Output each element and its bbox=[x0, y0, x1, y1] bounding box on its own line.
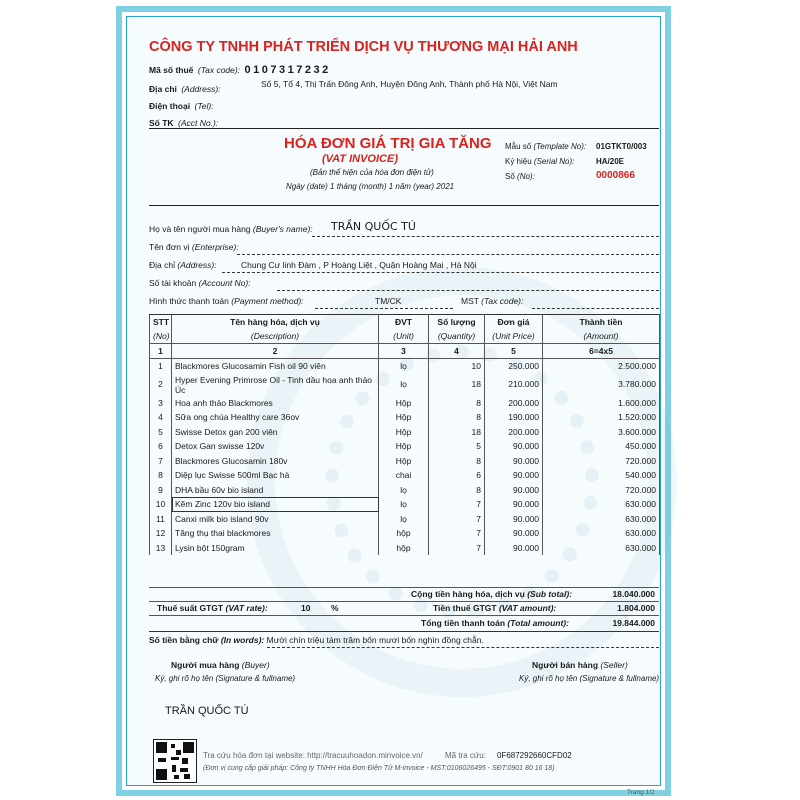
total-label-en: (Total amount): bbox=[507, 618, 569, 628]
vat-rate-value: 10 bbox=[301, 603, 311, 613]
cell-unit: chai bbox=[379, 468, 429, 483]
col-price-header: Đơn giá bbox=[485, 315, 543, 330]
col-index: 3 bbox=[379, 344, 429, 359]
cell-desc: Sữa ong chúa Healthy care 36ov bbox=[172, 410, 379, 425]
cell-desc: Kẽm Zinc 120v bio island bbox=[172, 497, 379, 512]
col-unit-header-en: (Unit) bbox=[379, 329, 429, 344]
buyer-name-label-line bbox=[149, 224, 313, 234]
cell-amount: 1.600.000 bbox=[543, 396, 660, 411]
serial-number: HA/20E bbox=[596, 157, 625, 166]
table-row bbox=[150, 359, 660, 374]
cell-price: 90.000 bbox=[485, 526, 543, 541]
cell-qty: 8 bbox=[429, 454, 485, 469]
cell-amount: 720.000 bbox=[543, 483, 660, 498]
cell-qty: 6 bbox=[429, 468, 485, 483]
cell-unit: lọ bbox=[379, 497, 429, 512]
cell-no: 11 bbox=[150, 512, 172, 527]
cell-unit: Hộp bbox=[379, 396, 429, 411]
in-words-value: Mười chín triệu tám trăm bốn mươi bốn nghìn đồng chẵn. bbox=[266, 635, 484, 645]
table-header-en-row bbox=[150, 329, 660, 344]
invoice-date: Ngày (date) 1 tháng (month) 1 năm (year) 2021 bbox=[286, 182, 455, 191]
col-no-header-en: (No) bbox=[150, 329, 172, 344]
vat-amount-label-line bbox=[433, 603, 556, 613]
cell-price: 200.000 bbox=[485, 396, 543, 411]
title-divider bbox=[149, 205, 659, 206]
cell-no: 4 bbox=[150, 410, 172, 425]
table-row bbox=[150, 374, 660, 396]
table-row bbox=[150, 410, 660, 425]
cell-amount: 3.600.000 bbox=[543, 425, 660, 440]
cell-qty: 8 bbox=[429, 410, 485, 425]
cell-price: 90.000 bbox=[485, 468, 543, 483]
enterprise-label: Tên đơn vị bbox=[149, 242, 190, 252]
payment-label-en: (Payment method): bbox=[231, 296, 304, 306]
col-amount-header: Thành tiền bbox=[543, 315, 660, 330]
cell-qty: 10 bbox=[429, 359, 485, 374]
cell-no: 13 bbox=[150, 541, 172, 556]
items-table bbox=[149, 314, 660, 555]
enterprise-label-line bbox=[149, 242, 239, 252]
lookup-code-label: Mã tra cứu: bbox=[445, 751, 486, 760]
cell-desc: Blackmores Glucosamin Fish oil 90 viên bbox=[172, 359, 379, 374]
buyer-name-label-en: (Buyer's name): bbox=[252, 224, 313, 234]
col-desc-header: Tên hàng hóa, dịch vụ bbox=[172, 315, 379, 330]
invoice-frame bbox=[116, 6, 671, 796]
in-words-label-en: (In words): bbox=[220, 635, 265, 645]
col-qty-header-en: (Quantity) bbox=[429, 329, 485, 344]
serial-label-line bbox=[505, 157, 574, 166]
header-divider bbox=[149, 128, 659, 129]
col-qty-header: Số lượng bbox=[429, 315, 485, 330]
cell-qty: 8 bbox=[429, 396, 485, 411]
cell-desc: DHA bầu 60v bio island bbox=[172, 483, 379, 498]
lookup-line bbox=[203, 751, 423, 760]
cell-unit: lọ bbox=[379, 483, 429, 498]
total-label-line bbox=[421, 618, 569, 628]
phone-label-en: (Tel): bbox=[194, 101, 214, 111]
cell-no: 9 bbox=[150, 483, 172, 498]
cell-desc: Blackmores Glucosamin 180v bbox=[172, 454, 379, 469]
table-header-row bbox=[150, 315, 660, 330]
in-words-label: Số tiền bằng chữ bbox=[149, 635, 219, 645]
cell-price: 190.000 bbox=[485, 410, 543, 425]
table-row bbox=[150, 541, 660, 556]
vat-amount-label: Tiền thuế GTGT bbox=[433, 603, 497, 613]
table-row bbox=[150, 468, 660, 483]
cell-no: 6 bbox=[150, 439, 172, 454]
cell-unit: lọ bbox=[379, 374, 429, 396]
cell-price: 90.000 bbox=[485, 512, 543, 527]
serial-label-en: (Serial No): bbox=[533, 157, 575, 166]
tax-code-label-en: (Tax code): bbox=[197, 65, 241, 75]
cell-amount: 450.000 bbox=[543, 439, 660, 454]
payment-label-line bbox=[149, 296, 304, 306]
buyer-signature-label: Người mua hàng bbox=[171, 660, 240, 670]
seller-company-name: CÔNG TY TNHH PHÁT TRIỂN DỊCH VỤ THƯƠNG MẠI HẢI ANH bbox=[149, 39, 578, 55]
buyer-account-underline bbox=[277, 290, 659, 291]
buyer-account-label: Số tài khoản bbox=[149, 278, 197, 288]
col-amount-header-en: (Amount) bbox=[543, 329, 660, 344]
cell-price: 90.000 bbox=[485, 541, 543, 556]
cell-price: 90.000 bbox=[485, 497, 543, 512]
subtotal-label-en: (Sub total): bbox=[527, 589, 573, 599]
cell-no: 5 bbox=[150, 425, 172, 440]
cell-no: 10 bbox=[150, 497, 172, 512]
cell-amount: 3.780.000 bbox=[543, 374, 660, 396]
cell-no: 12 bbox=[150, 526, 172, 541]
items-table-body bbox=[150, 359, 660, 556]
subtotal-label-line bbox=[411, 589, 572, 599]
cell-desc: Tăng thụ thai blackmores bbox=[172, 526, 379, 541]
cell-amount: 2.500.000 bbox=[543, 359, 660, 374]
seller-phone-line bbox=[149, 96, 214, 114]
cell-no: 3 bbox=[150, 396, 172, 411]
vat-rate-label-en: (VAT rate): bbox=[225, 603, 268, 613]
table-row bbox=[150, 526, 660, 541]
payment-underline bbox=[315, 308, 453, 309]
table-row bbox=[150, 497, 660, 512]
seller-tax-code: 0107317232 bbox=[244, 64, 331, 76]
cell-price: 90.000 bbox=[485, 439, 543, 454]
vat-rate-unit: % bbox=[331, 603, 339, 613]
vat-row bbox=[149, 601, 659, 616]
buyer-signature-title bbox=[171, 660, 270, 670]
invoice-electronic-note: (Bản thể hiện của hóa đơn điện tử) bbox=[310, 168, 434, 177]
table-row bbox=[150, 454, 660, 469]
account-label-en: (Acct No.): bbox=[178, 118, 219, 128]
cell-no: 8 bbox=[150, 468, 172, 483]
subtotal-label: Cộng tiền hàng hóa, dịch vụ bbox=[411, 589, 525, 599]
col-no-header: STT bbox=[150, 315, 172, 330]
col-index: 1 bbox=[150, 344, 172, 359]
buyer-signature-note bbox=[155, 674, 295, 683]
cell-price: 200.000 bbox=[485, 425, 543, 440]
cell-unit: lọ bbox=[379, 359, 429, 374]
buyer-account-label-line bbox=[149, 278, 251, 288]
buyer-mst-label-en: (Tax code): bbox=[481, 296, 524, 306]
buyer-address-label-en: (Address): bbox=[177, 260, 217, 270]
vat-amount-value: 1.804.000 bbox=[617, 603, 655, 613]
cell-no: 7 bbox=[150, 454, 172, 469]
vat-rate-label-line bbox=[157, 603, 268, 613]
cell-qty: 7 bbox=[429, 497, 485, 512]
enterprise-underline bbox=[237, 254, 659, 255]
account-label: Số TK bbox=[149, 118, 174, 128]
seller-signature-title bbox=[532, 660, 628, 670]
cell-no: 2 bbox=[150, 374, 172, 396]
number-label: Số bbox=[505, 172, 515, 181]
buyer-name-label: Họ và tên người mua hàng bbox=[149, 224, 251, 234]
template-label: Mẫu số bbox=[505, 142, 532, 151]
seller-tax-code-line bbox=[149, 60, 331, 78]
col-index: 6=4x5 bbox=[543, 344, 660, 359]
lookup-label: Tra cứu hóa đơn tại website: bbox=[203, 751, 305, 760]
col-unit-header: ĐVT bbox=[379, 315, 429, 330]
cell-qty: 18 bbox=[429, 425, 485, 440]
in-words-underline bbox=[267, 647, 659, 648]
lookup-site-link[interactable]: http://tracuuhoadon.minvoice.vn/ bbox=[307, 751, 423, 760]
cell-amount: 630.000 bbox=[543, 512, 660, 527]
cell-amount: 720.000 bbox=[543, 454, 660, 469]
cell-unit: Hộp bbox=[379, 454, 429, 469]
buyer-address-underline bbox=[222, 272, 659, 273]
payment-method: TM/CK bbox=[375, 296, 402, 306]
col-desc-header-en: (Description) bbox=[172, 329, 379, 344]
col-index: 2 bbox=[172, 344, 379, 359]
phone-label: Điện thoại bbox=[149, 101, 191, 111]
invoice-number: 0000866 bbox=[596, 170, 635, 181]
cell-unit: hộp bbox=[379, 526, 429, 541]
cell-unit: Hộp bbox=[379, 425, 429, 440]
number-label-en: (No): bbox=[517, 172, 535, 181]
seller-sign-note: Ký, ghi rõ họ tên bbox=[519, 674, 578, 683]
cell-amount: 1.520.000 bbox=[543, 410, 660, 425]
cell-price: 210.000 bbox=[485, 374, 543, 396]
table-row bbox=[150, 425, 660, 440]
buyer-mst-label-line bbox=[461, 296, 523, 306]
total-row bbox=[149, 615, 659, 632]
buyer-sign-note-en: (Signature & fullname) bbox=[215, 674, 296, 683]
cell-desc: Detox Gan swisse 120v bbox=[172, 439, 379, 454]
buyer-mst-underline bbox=[532, 308, 659, 309]
page-number: Trang 1/2 bbox=[627, 789, 655, 796]
seller-sign-note-en: (Signature & fullname) bbox=[579, 674, 660, 683]
seller-signature-note bbox=[519, 674, 659, 683]
col-price-header-en: (Unit Price) bbox=[485, 329, 543, 344]
template-label-line bbox=[505, 142, 586, 151]
col-index: 4 bbox=[429, 344, 485, 359]
buyer-sign-note: Ký, ghi rõ họ tên bbox=[155, 674, 214, 683]
template-number: 01GTKT0/003 bbox=[596, 142, 647, 151]
buyer-address-label: Địa chỉ bbox=[149, 260, 175, 270]
address-label-en: (Address): bbox=[181, 84, 221, 94]
cell-price: 90.000 bbox=[485, 483, 543, 498]
qr-code-icon bbox=[153, 739, 197, 783]
cell-unit: hộp bbox=[379, 541, 429, 556]
cell-amount: 630.000 bbox=[543, 526, 660, 541]
buyer-account-label-en: (Account No): bbox=[198, 278, 251, 288]
payment-label: Hình thức thanh toán bbox=[149, 296, 229, 306]
cell-unit: lọ bbox=[379, 512, 429, 527]
invoice-title-en: (VAT INVOICE) bbox=[322, 153, 398, 165]
buyer-address: Chung Cư linh Đàm , P Hoàng Liệt , Quận Hoàng Mai , Hà Nội bbox=[241, 260, 477, 270]
cell-qty: 7 bbox=[429, 526, 485, 541]
cell-qty: 8 bbox=[429, 483, 485, 498]
tax-code-label: Mã số thuế bbox=[149, 65, 194, 75]
cell-unit: Hộp bbox=[379, 410, 429, 425]
table-row bbox=[150, 396, 660, 411]
serial-label: Ký hiệu bbox=[505, 157, 532, 166]
cell-amount: 630.000 bbox=[543, 497, 660, 512]
cell-desc: Swisse Detox gan 200 viên bbox=[172, 425, 379, 440]
cell-amount: 540.000 bbox=[543, 468, 660, 483]
total-value: 19.844.000 bbox=[612, 618, 655, 628]
cell-qty: 18 bbox=[429, 374, 485, 396]
buyer-name: TRẦN QUỐC TÚ bbox=[331, 220, 416, 233]
cell-qty: 7 bbox=[429, 541, 485, 556]
enterprise-label-en: (Enterprise): bbox=[191, 242, 239, 252]
cell-desc: Hyper Evening Primrose Oil - Tinh dầu hoa anh thảo Úc bbox=[172, 374, 379, 396]
table-row bbox=[150, 439, 660, 454]
invoice-title: HÓA ĐƠN GIÁ TRỊ GIA TĂNG bbox=[284, 135, 492, 152]
vat-rate-label: Thuế suất GTGT bbox=[157, 603, 224, 613]
buyer-signed-name: TRẦN QUỐC TÚ bbox=[165, 705, 249, 717]
buyer-signature-label-en: (Buyer) bbox=[241, 660, 270, 670]
subtotal-row bbox=[149, 587, 659, 602]
cell-desc: Lysin bột 150gram bbox=[172, 541, 379, 556]
seller-address: Số 5, Tổ 4, Thị Trấn Đông Anh, Huyện Đông Anh, Thành phố Hà Nội, Việt Nam bbox=[261, 79, 558, 89]
table-row bbox=[150, 483, 660, 498]
provider-note: (Đơn vị cung cấp giải pháp: Công ty TNHH Hóa Đơn Điện Tử M-invoice - MST:0106026495 - SĐT:0901 80 16 18) bbox=[203, 765, 555, 772]
in-words-line bbox=[149, 635, 484, 645]
subtotal-value: 18.040.000 bbox=[612, 589, 655, 599]
cell-desc: Hoa anh thảo Blackmores bbox=[172, 396, 379, 411]
cell-price: 250.000 bbox=[485, 359, 543, 374]
table-index-row bbox=[150, 344, 660, 359]
buyer-name-underline bbox=[312, 236, 659, 237]
lookup-code: 0F687292660CFD02 bbox=[497, 751, 572, 760]
template-label-en: (Template No): bbox=[533, 142, 587, 151]
cell-desc: Canxi milk bio island 90v bbox=[172, 512, 379, 527]
total-label: Tổng tiền thanh toán bbox=[421, 618, 506, 628]
number-label-line bbox=[505, 172, 535, 181]
cell-unit: Hộp bbox=[379, 439, 429, 454]
cell-no: 1 bbox=[150, 359, 172, 374]
buyer-address-label-line bbox=[149, 260, 217, 270]
col-index: 5 bbox=[485, 344, 543, 359]
vat-amount-label-en: (VAT amount): bbox=[498, 603, 557, 613]
table-row bbox=[150, 512, 660, 527]
cell-amount: 630.000 bbox=[543, 541, 660, 556]
cell-qty: 7 bbox=[429, 512, 485, 527]
buyer-mst-label: MST bbox=[461, 296, 479, 306]
address-label: Địa chỉ bbox=[149, 84, 177, 94]
cell-price: 90.000 bbox=[485, 454, 543, 469]
cell-qty: 5 bbox=[429, 439, 485, 454]
cell-desc: Diệp lục Swisse 500ml Bạc hà bbox=[172, 468, 379, 483]
invoice-sheet bbox=[126, 16, 661, 796]
seller-signature-label-en: (Seller) bbox=[600, 660, 628, 670]
seller-signature-label: Người bán hàng bbox=[532, 660, 599, 670]
seller-address-line bbox=[149, 79, 221, 97]
